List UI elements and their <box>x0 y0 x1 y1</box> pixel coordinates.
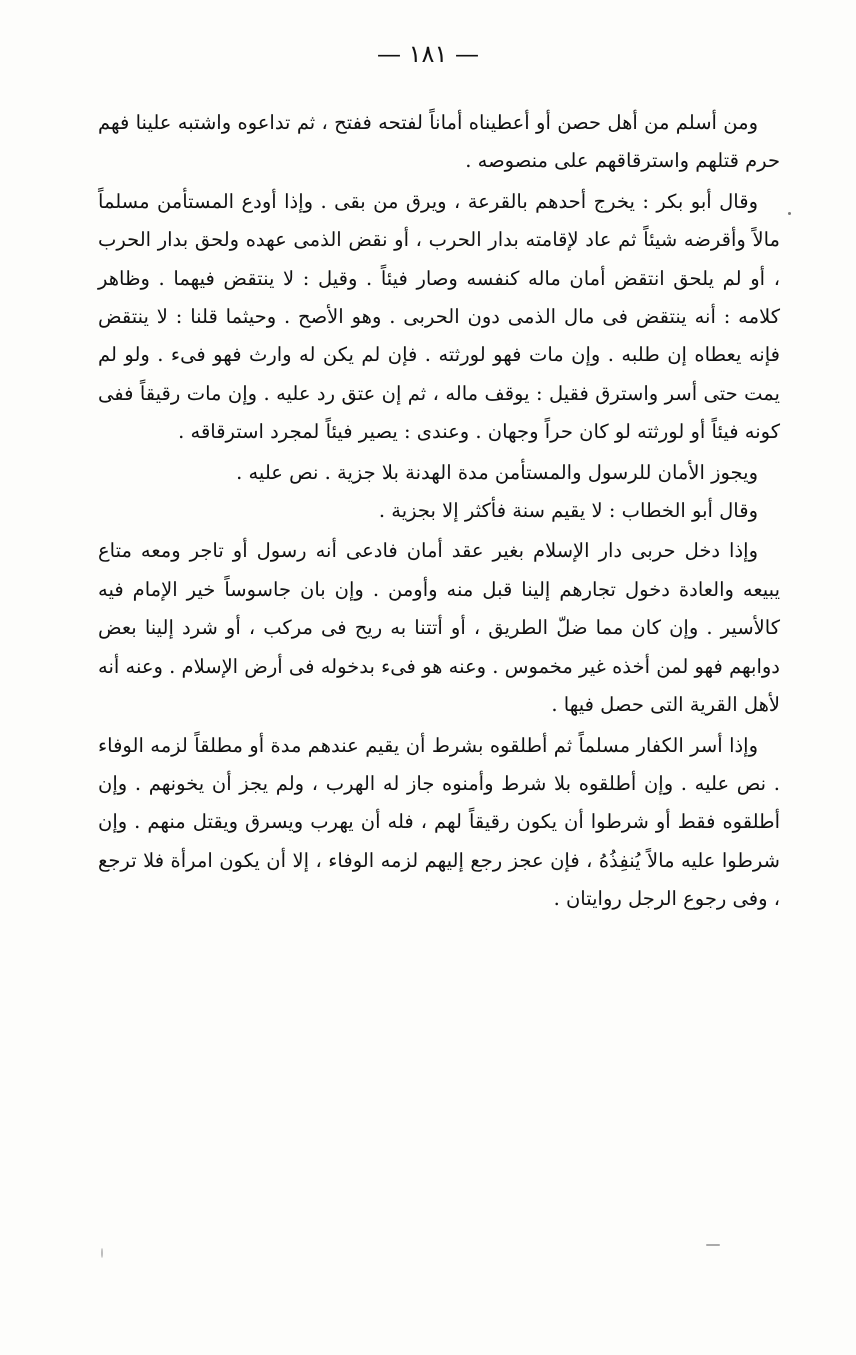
paper-speck <box>101 1248 103 1258</box>
paragraph-3: ويجوز الأمان للرسول والمستأمن مدة الهدنة بلا جزية . نص عليه . <box>236 460 758 484</box>
paragraph-1: ومن أسلم من أهل حصن أو أعطيناه أماناً لفتحه ففتح ، ثم تداعوه واشتبه علينا فهم حرم قتلهم واسترقاقهم على منصوصه . <box>98 111 780 173</box>
paper-speck <box>706 1244 720 1246</box>
paragraph-4: وقال أبو الخطاب : لا يقيم سنة فأكثر إلا بجزية . <box>378 499 758 523</box>
body-text <box>98 104 780 919</box>
paragraph-2: وقال أبو بكر : يخرج أحدهم بالقرعة ، ويرق من بقى . وإذا أودع المستأمن مسلماً مالاً وأقرضه شيئاً ثم عاد لإقامته بدار الحرب ، أو نقض الذمى عهده ولحق بدار الحرب ، أو لم يلحق انتقض أمان ماله كنفسه وصار فيئاً . وقيل : لا ينتقض فيهما . وظاهر كلامه : أنه ينتقض فى مال الذمى دون الحربى . وهو الأصح . وحيثما قلنا : لا ينتقض فإنه يعطاه إن طلبه . وإن مات فهو لورثته . فإن لم يكن له وارث فهو فىء . ولو لم يمت حتى أسر واسترق فقيل : يوقف ماله ، ثم إن عتق رد عليه . وإن مات رقيقاً ففى كونه فيئاً أو لورثته لو كان حراً وجهان . وعندى : يصير فيئاً لمجرد استرقاقه . <box>98 189 780 444</box>
paper-speck <box>788 212 791 215</box>
page-number: — ١٨١ — <box>377 40 479 68</box>
paragraph-5: وإذا دخل حربى دار الإسلام بغير عقد أمان فادعى أنه رسول أو تاجر ومعه متاع يبيعه والعادة دخول تجارهم إلينا قبل منه وأومن . وإن بان جاسوساً خير الإمام فيه كالأسير . وإن كان مما ضلّ الطريق ، أو أتتنا به ريح فى مركب ، أو شرد إلينا بعض دوابهم فهو لمن أخذه غير مخموس . وعنه هو فىء بدخوله فى أرض الإسلام . وعنه أنه لأهل القرية التى حصل فيها . <box>98 539 780 717</box>
paragraph-6: وإذا أسر الكفار مسلماً ثم أطلقوه بشرط أن يقيم عندهم مدة أو مطلقاً لزمه الوفاء . نص عليه . وإن أطلقوه بلا شرط وأمنوه جاز له الهرب ، ولم يجز أن يخونهم . وإن أطلقوه فقط أو شرطوا أن يكون رقيقاً لهم ، فله أن يهرب ويسرق ويقتل منهم . وإن شرطوا عليه مالاً يُنفِذُهُ ، فإن عجز رجع إليهم لزمه الوفاء ، إلا أن يكون امرأة فلا ترجع ، وفى رجوع الرجل روايتان . <box>98 733 780 911</box>
